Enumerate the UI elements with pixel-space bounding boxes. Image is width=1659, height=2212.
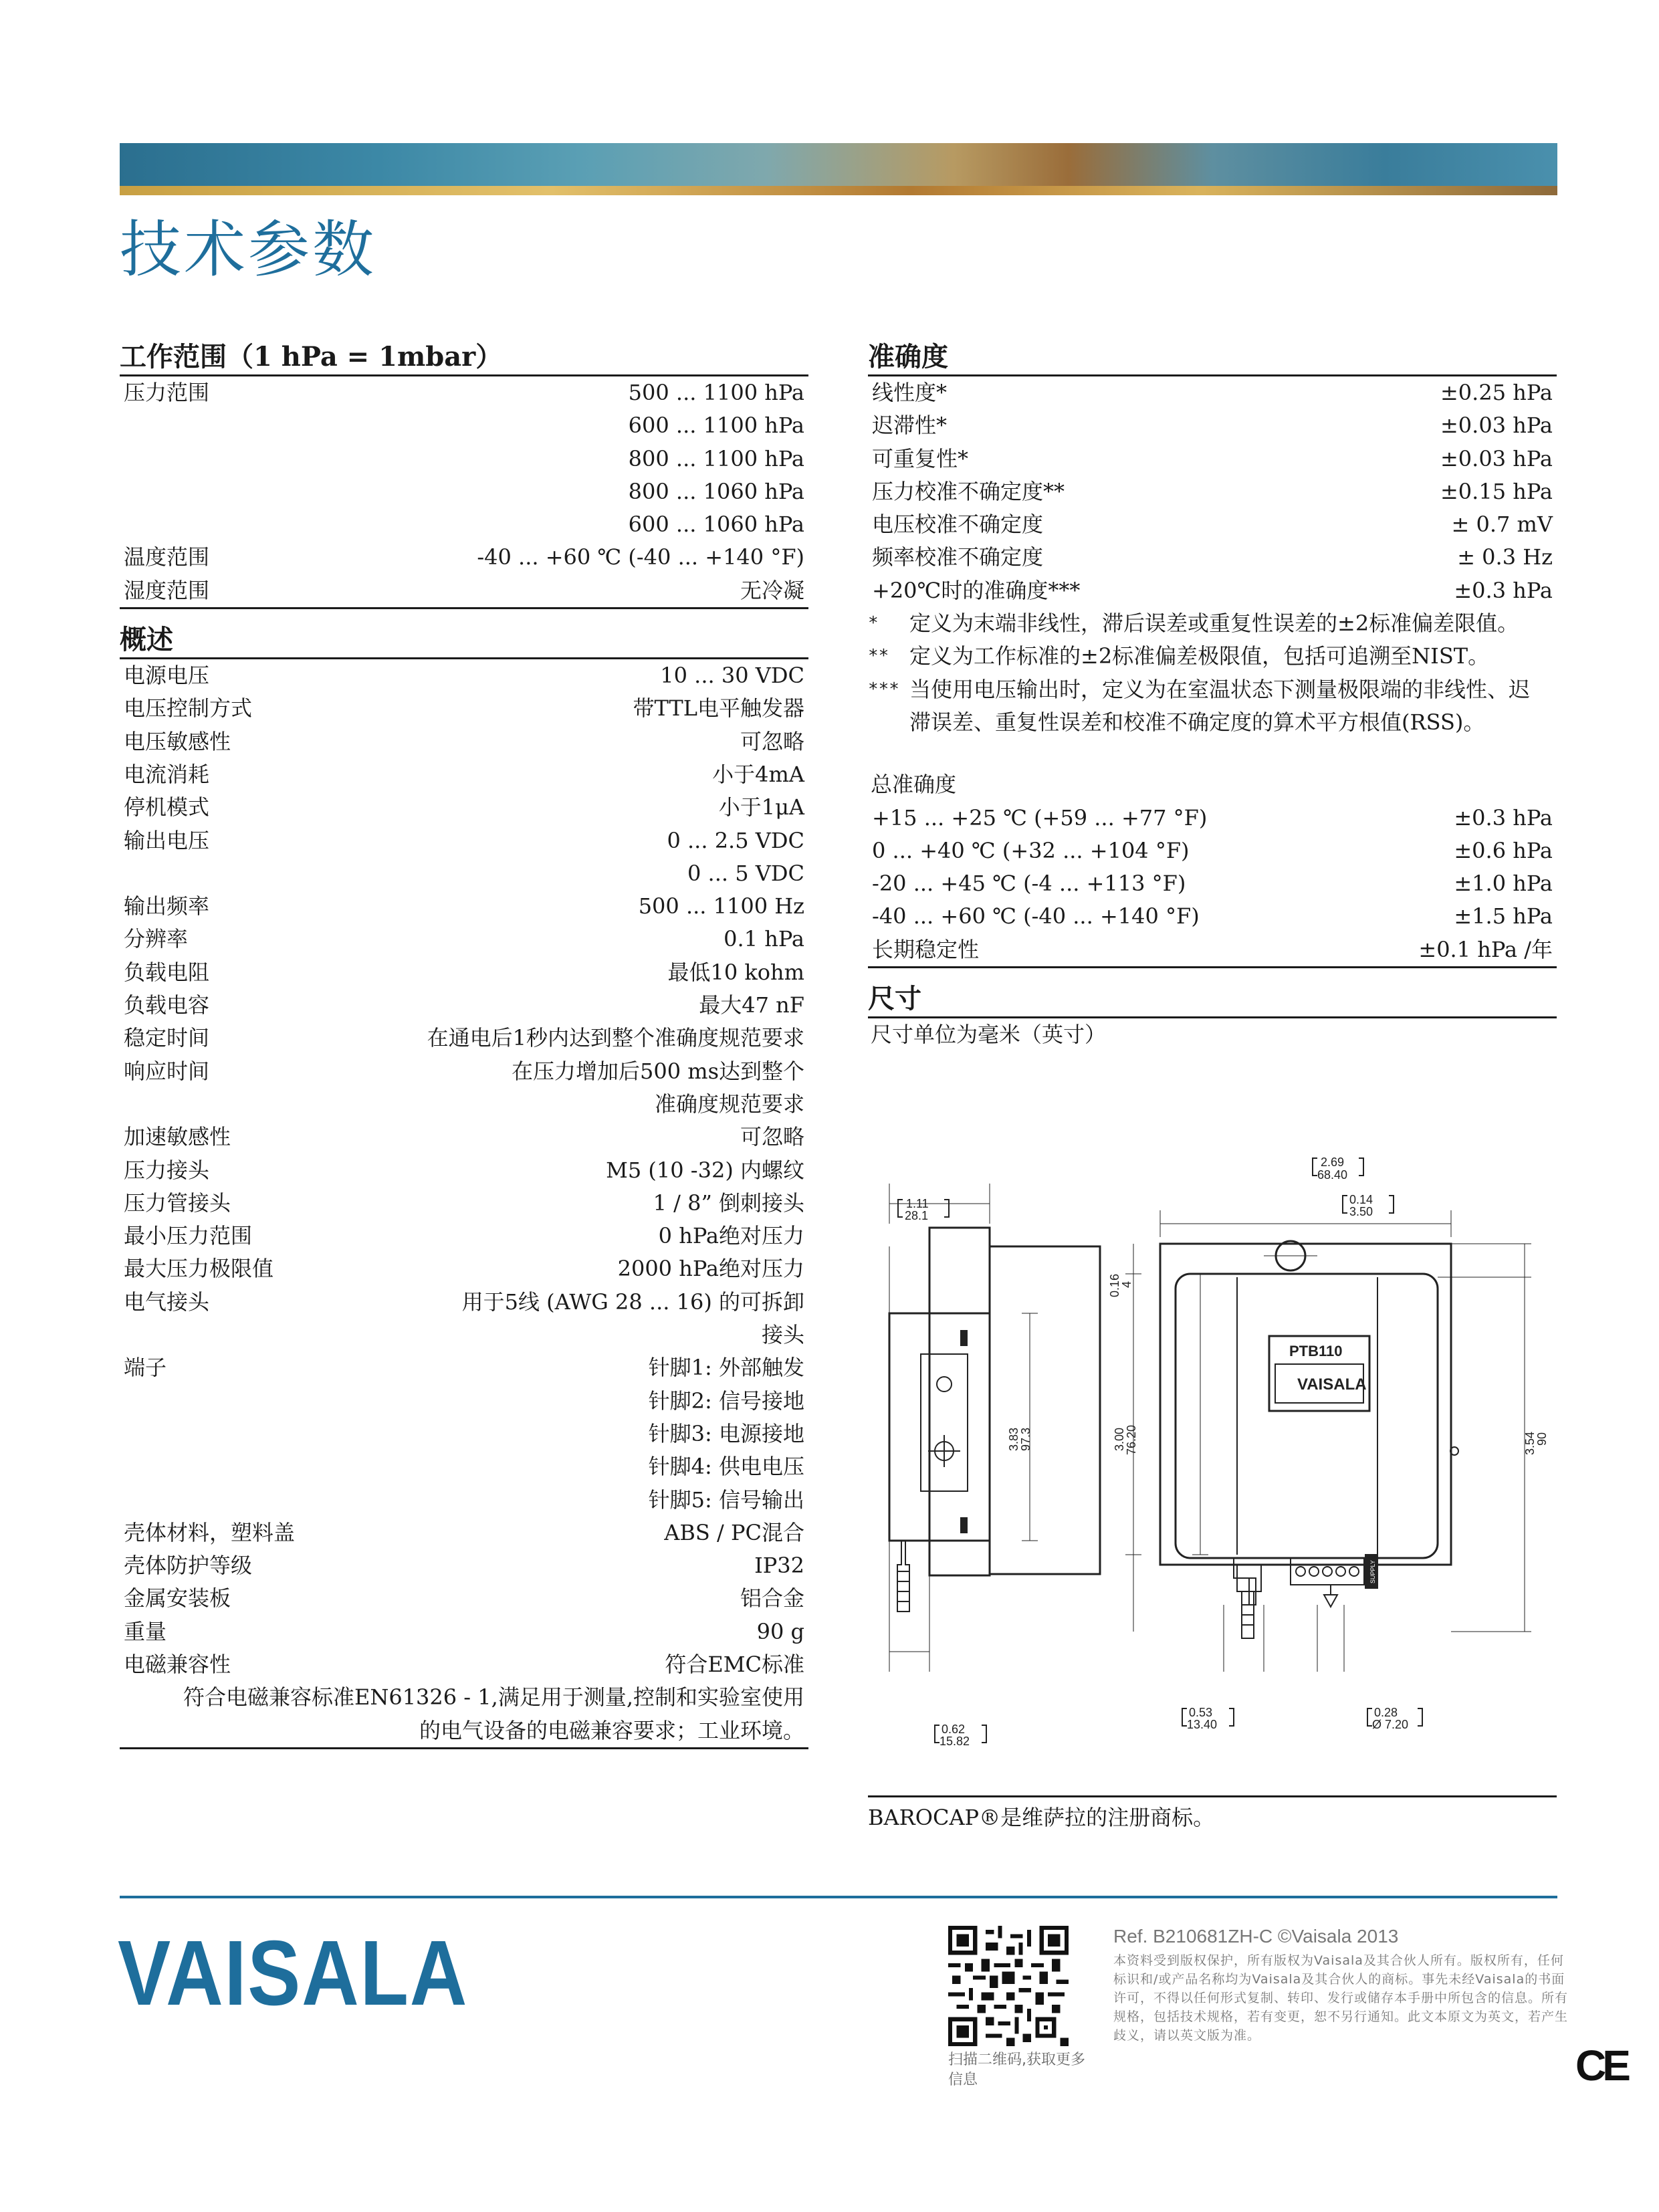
- dim-label-2b: 68.40: [1317, 1168, 1348, 1182]
- dim-label-1b: 28.1: [905, 1209, 929, 1222]
- footnote-text: 当使用电压输出时，定义为在室温状态下测量极限端的非线性、迟滞误差、重复性误差和校准不确定度的算术平方根值(RSS)。: [909, 676, 1531, 735]
- accuracy-title: 准确度: [868, 341, 1557, 376]
- dim-label-9: 0.53: [1189, 1706, 1213, 1719]
- ce-mark: CE: [1575, 2041, 1627, 2090]
- dim-label-8: 0.62: [942, 1723, 966, 1736]
- dim-label-3: 0.14: [1349, 1193, 1373, 1206]
- spec-label: 稳定时间: [124, 1025, 210, 1051]
- spec-row: [868, 574, 1557, 607]
- spec-row: [120, 574, 808, 607]
- spec-value: 800 ... 1100 hPa: [628, 445, 804, 471]
- spec-row: [120, 1351, 808, 1516]
- spec-label: 迟滞性*: [872, 413, 948, 439]
- spec-row: [868, 409, 1557, 442]
- spec-value: ±0.03 hPa: [1440, 445, 1553, 471]
- footnote: [868, 640, 1557, 673]
- spec-label: 最小压力范围: [124, 1223, 253, 1249]
- spec-label: 长期稳定性: [872, 936, 980, 962]
- spec-value: ±0.03 hPa: [1440, 413, 1553, 439]
- spec-row: [120, 1121, 808, 1153]
- spec-label: -20 ... +45 ℃ (-4 ... +113 °F): [872, 871, 1186, 897]
- spec-label: 加速敏感性: [124, 1124, 231, 1150]
- spec-row: [120, 1648, 808, 1681]
- spec-value: 在通电后1秒内达到整个准确度规范要求: [427, 1025, 804, 1051]
- spec-row: [120, 692, 808, 725]
- spec-row: [868, 475, 1557, 508]
- spec-value: ±0.3 hPa: [1454, 804, 1553, 831]
- supply-tag: SUPPLY: [1369, 1560, 1376, 1583]
- spec-value: 0 ... 5 VDC: [687, 860, 804, 886]
- spec-value: 用于5线 (AWG 28 ... 16) 的可拆卸 接头: [461, 1289, 804, 1348]
- spec-label: 0 ... +40 ℃ (+32 ... +104 °F): [872, 837, 1190, 863]
- spec-row: [868, 933, 1557, 966]
- spec-label: 金属安装板: [124, 1585, 231, 1612]
- dim-label-3b: 3.50: [1349, 1205, 1373, 1218]
- model-label: PTB110: [1289, 1343, 1343, 1359]
- footnote: [868, 607, 1557, 640]
- spec-row: [120, 1286, 808, 1352]
- accuracy-table: [868, 376, 1557, 607]
- spec-label: 压力范围: [124, 380, 210, 405]
- qr-code-icon[interactable]: [948, 1926, 1069, 2046]
- spec-row: [120, 758, 808, 791]
- vaisala-logo: VAISALA: [118, 1922, 469, 2025]
- dim-label-2: 2.69: [1321, 1155, 1345, 1169]
- spec-row: [120, 1022, 808, 1055]
- spec-value: 带TTL电平触发器: [633, 695, 804, 722]
- spec-row: [868, 443, 1557, 475]
- legal-notice: 本资料受到版权保护，所有版权为Vaisala及其合伙人所有。版权所有，任何标识和/或产品名称均为Vaisala及其合伙人的商标。事先未经Vaisala的书面许可，不得以任何形式复制、转印、发行或储存本手册中所包含的信息。所有规格，包括技术规格，若有变更，恕不另行通知。此文本原文为英文，若产生歧义，请以英文版为准。: [1113, 1953, 1569, 2043]
- trademark-note: BAROCAP®是维萨拉的注册商标。: [868, 1795, 1557, 1832]
- spec-label: 最大压力极限值: [124, 1256, 274, 1282]
- right-column: [868, 341, 1557, 1051]
- spec-value: 符合EMC标准: [665, 1651, 804, 1677]
- spec-label: 输出频率: [124, 893, 210, 919]
- spec-label: 电压敏感性: [124, 728, 231, 754]
- spec-row: [120, 1517, 808, 1549]
- left-column: [120, 341, 808, 1749]
- spec-value: 可忽略: [740, 1124, 804, 1150]
- spec-value: M5 (10 -32) 内螺纹: [606, 1157, 804, 1183]
- spec-value: ±0.6 hPa: [1454, 837, 1553, 863]
- spec-value: 可忽略: [740, 728, 804, 754]
- spec-value: ±0.1 hPa /年: [1418, 936, 1553, 962]
- spec-label: 负载电阻: [124, 959, 210, 985]
- spec-label: 电压控制方式: [124, 695, 253, 722]
- dim-label-4b: 4: [1120, 1281, 1133, 1288]
- spec-value: 90 g: [756, 1618, 804, 1644]
- spec-value: 0 hPa绝对压力: [658, 1223, 804, 1249]
- spec-label: 可重复性*: [872, 445, 969, 471]
- header-banner: [120, 143, 1557, 195]
- page-title: 技术参数: [120, 214, 377, 286]
- qr-caption: 扫描二维码,获取更多信息: [948, 2052, 1085, 2088]
- footer-rule: [120, 1896, 1557, 1898]
- emc-note: 符合电磁兼容标准EN61326 - 1,满足用于测量,控制和实验室使用 的电气设备的电磁兼容要求；工业环境。: [183, 1684, 804, 1743]
- spec-row: [120, 1582, 808, 1615]
- spec-label: 频率校准不确定度: [872, 544, 1044, 570]
- spec-label: 端子: [124, 1355, 167, 1381]
- accuracy-notes: [868, 607, 1557, 739]
- spec-label: 重量: [124, 1618, 167, 1644]
- spec-value: 无冷凝: [740, 577, 804, 603]
- operating-range-table: [120, 376, 808, 609]
- spec-label: 电磁兼容性: [124, 1651, 231, 1677]
- spec-row: [868, 376, 1557, 409]
- spec-label: 停机模式: [124, 794, 210, 820]
- spec-row: [120, 1055, 808, 1121]
- spec-row: [120, 824, 808, 857]
- spec-value: ±0.15 hPa: [1440, 478, 1553, 504]
- spec-row: [120, 1549, 808, 1582]
- spec-row: [120, 791, 808, 824]
- dim-label-7: 3.54: [1523, 1431, 1537, 1455]
- spec-value: ±1.5 hPa: [1454, 903, 1553, 929]
- dimensions-title: 尺寸: [868, 983, 1557, 1018]
- dim-label-9b: 13.40: [1187, 1718, 1218, 1731]
- spec-value: 600 ... 1060 hPa: [628, 512, 804, 538]
- dim-label-6b: 76.20: [1125, 1424, 1138, 1455]
- spec-value: ± 0.7 mV: [1451, 512, 1553, 538]
- spec-label: 湿度范围: [124, 577, 210, 603]
- spec-row: [120, 726, 808, 758]
- spec-value: 最大47 nF: [699, 992, 804, 1018]
- spec-label: 壳体材料，塑料盖: [124, 1519, 296, 1545]
- footnote-marker: **: [868, 646, 889, 667]
- total-accuracy-title: 总准确度: [871, 772, 957, 798]
- dim-label-5b: 97.3: [1019, 1427, 1032, 1451]
- spec-value: 1 / 8” 倒刺接头: [653, 1190, 804, 1216]
- spec-row: [868, 541, 1557, 574]
- spec-value: 铝合金: [740, 1585, 804, 1612]
- spec-row: [120, 508, 808, 541]
- spec-row: [120, 541, 808, 574]
- spec-label: -40 ... +60 ℃ (-40 ... +140 °F): [872, 903, 1200, 929]
- spec-value: 在压力增加后500 ms达到整个 准确度规范要求: [511, 1058, 804, 1117]
- spec-value: 小于4mA: [712, 761, 804, 787]
- general-title: 概述: [120, 624, 808, 659]
- spec-value: 500 ... 1100 hPa: [628, 380, 804, 405]
- dim-label-6: 3.00: [1113, 1427, 1126, 1451]
- spec-label: 负载电容: [124, 992, 210, 1018]
- spec-label: 电流消耗: [124, 761, 210, 787]
- spec-row: [120, 409, 808, 442]
- spec-value: ±1.0 hPa: [1454, 871, 1553, 897]
- spec-row: [120, 443, 808, 475]
- spec-row: [120, 1154, 808, 1187]
- spec-label: 压力管接头: [124, 1190, 231, 1216]
- spec-row: [120, 475, 808, 508]
- spec-row: [120, 376, 808, 409]
- spec-label: +15 ... +25 ℃ (+59 ... +77 °F): [872, 804, 1208, 831]
- spec-value: 0.1 hPa: [724, 926, 804, 952]
- spec-row: [120, 1616, 808, 1648]
- spec-row: [120, 1187, 808, 1220]
- spec-row: [120, 956, 808, 989]
- spec-value: -40 ... +60 ℃ (-40 ... +140 °F): [477, 544, 804, 570]
- spec-row: [120, 1252, 808, 1285]
- spec-value: 800 ... 1060 hPa: [628, 478, 804, 504]
- spec-value: ABS / PC混合: [664, 1519, 804, 1545]
- footnote-text: 定义为工作标准的±2标准偏差极限值，包括可追溯至NIST。: [909, 643, 1490, 669]
- dim-label-10b: Ø 7.20: [1372, 1718, 1409, 1731]
- dim-label-1: 1.11: [906, 1197, 929, 1210]
- spec-row: [868, 867, 1557, 900]
- general-table: [120, 659, 808, 1681]
- spec-label: 温度范围: [124, 544, 210, 570]
- spec-value: ±0.3 hPa: [1454, 577, 1553, 603]
- spec-label: 电压校准不确定度: [872, 512, 1044, 538]
- spec-label: 响应时间: [124, 1058, 210, 1084]
- spec-value: 2000 hPa绝对压力: [617, 1256, 804, 1282]
- spec-label: 分辨率: [124, 926, 189, 952]
- front-view: [1125, 1210, 1531, 1672]
- spec-row: [120, 890, 808, 923]
- spec-value: 600 ... 1100 hPa: [628, 413, 804, 439]
- brand-label: VAISALA: [1297, 1375, 1367, 1394]
- footnote-marker: *: [868, 613, 879, 634]
- spec-value: 0 ... 2.5 VDC: [667, 827, 804, 853]
- dim-label-10: 0.28: [1374, 1706, 1398, 1719]
- spec-label: 压力校准不确定度**: [872, 478, 1065, 504]
- spec-value: 针脚1: 外部触发 针脚2: 信号接地 针脚3: 电源接地 针脚4: 供电电压 针脚5: 信号输出: [648, 1355, 804, 1513]
- total-accuracy-table: [868, 802, 1557, 968]
- spec-row: [868, 508, 1557, 541]
- footnote-marker: ***: [868, 679, 899, 699]
- dim-label-8b: 15.82: [939, 1735, 970, 1748]
- dimension-drawing: [863, 1137, 1558, 1805]
- spec-value: ±0.25 hPa: [1440, 380, 1553, 405]
- document-reference: Ref. B210681ZH-C ©Vaisala 2013: [1113, 1926, 1399, 1947]
- spec-label: 壳体防护等级: [124, 1553, 253, 1579]
- operating-range-title: 工作范围（1 hPa = 1mbar）: [120, 341, 808, 376]
- spec-label: 电源电压: [124, 663, 210, 689]
- spec-value: 最低10 kohm: [667, 959, 804, 985]
- spec-value: 小于1μA: [718, 794, 804, 820]
- spec-value: 500 ... 1100 Hz: [638, 893, 804, 919]
- dim-label-7b: 90: [1535, 1432, 1549, 1446]
- dim-label-4: 0.16: [1108, 1273, 1121, 1297]
- spec-label: +20℃时的准确度***: [872, 577, 1081, 603]
- spec-row: [868, 802, 1557, 835]
- spec-label: 电气接头: [124, 1289, 210, 1315]
- side-view: [889, 1184, 1100, 1672]
- emc-note-row: [120, 1681, 808, 1749]
- footnote: [868, 673, 1557, 740]
- spec-value: 10 ... 30 VDC: [660, 663, 804, 689]
- spec-label: 压力接头: [124, 1157, 210, 1183]
- spec-row: [120, 1220, 808, 1252]
- spec-row: [120, 989, 808, 1022]
- spec-row: [868, 900, 1557, 933]
- dimensions-unit-note: 尺寸单位为毫米（英寸）: [871, 1022, 1107, 1048]
- dim-label-5: 3.83: [1007, 1427, 1020, 1451]
- spec-value: IP32: [754, 1553, 804, 1579]
- footnote-text: 定义为末端非线性，滞后误差或重复性误差的±2标准偏差限值。: [909, 611, 1519, 637]
- spec-row: [868, 835, 1557, 867]
- spec-row: [120, 857, 808, 890]
- spec-row: [120, 923, 808, 956]
- spec-label: 输出电压: [124, 827, 210, 853]
- spec-label: 线性度*: [872, 380, 948, 405]
- spec-row: [120, 659, 808, 692]
- spec-value: ± 0.3 Hz: [1457, 544, 1553, 570]
